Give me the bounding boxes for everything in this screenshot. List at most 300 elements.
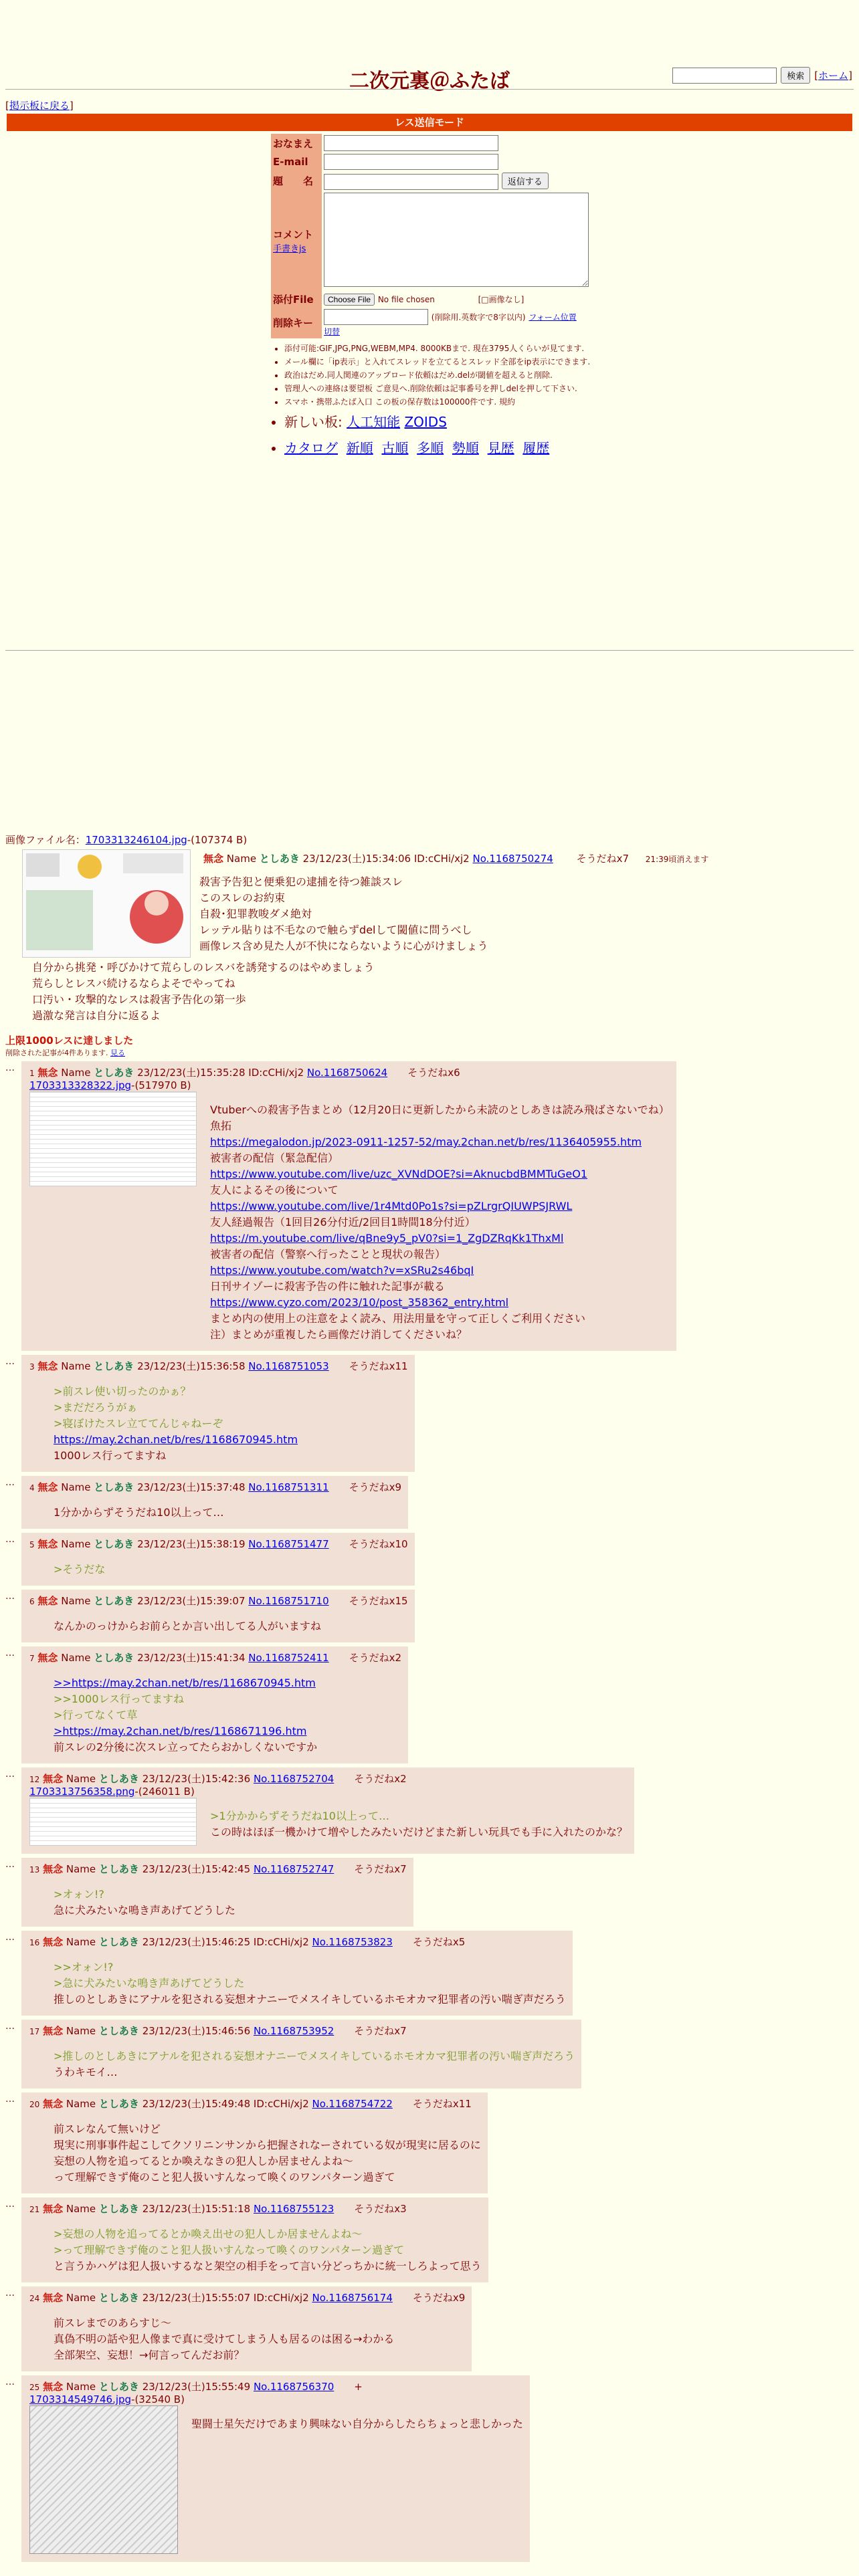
reply-file-line: [29, 2393, 523, 2405]
op-body-continued: [32, 960, 375, 1024]
reply-header: [29, 1772, 628, 1786]
reply-line: >推しのとしあきにアナルを犯される妄想オナニーでメスイキしているホモオカマ犯罪者の汚い喘ぎ声だろう: [54, 2050, 575, 2062]
reply-body: [54, 2121, 481, 2185]
reply-post-number[interactable]: No.1168752704: [253, 1773, 335, 1785]
reply: [5, 2092, 676, 2193]
home-link[interactable]: ホーム: [818, 70, 849, 82]
reply-body: [54, 1675, 401, 1755]
post-form: おなまえ E-mail 題 名 返信する コメント 手書きjs 添付File Choose File No file chosen [□画像なし] 削除キー (削除用.英数字で8字以内) フォーム位置 切替 • 添付可能:GIF,JPG,PNG,WEBM,MP4. 8000KBまで. 現在3795人くらいが見てます. • メール欄に「ip表示」と入れてスレッドを立てるとスレッド全部をip表示にできます. • 政治はだめ.同人関連のアップロード依頼はだめ.delが閾値を超えると削除. • 管理人への連絡は要望板 ご意見へ.削除依頼は記事番号を押しdelを押して下さい. • スマホ・携帯ふたば入口 この板の保存数は100000件です. 規約 • 新しい板: 人工知能 ZOIDS • カタログ 新順 古順 多順 勢順 見歴 履歴: [271, 134, 626, 463]
comment-textarea[interactable]: [324, 193, 589, 287]
reply-post-number[interactable]: No.1168751053: [248, 1360, 329, 1372]
reply-box: [21, 2286, 472, 2371]
reply-marker: …: [5, 1356, 15, 1367]
reply-line: 前スレまでのあらすじ～: [54, 2317, 172, 2329]
reply-link[interactable]: https://www.cyzo.com/2023/10/post_358362_entry.html: [210, 1296, 509, 1309]
reply-soudane-button[interactable]: そうだねx11: [412, 2098, 472, 2110]
reply-line: >オォン!?: [54, 1888, 104, 1901]
op-thumbnail[interactable]: [22, 849, 191, 958]
file-label: 添付File: [271, 291, 322, 308]
reply-name: としあき: [98, 2292, 139, 2304]
search-button[interactable]: 検索: [781, 67, 810, 84]
board-link-ai[interactable]: 人工知能: [347, 413, 401, 430]
reply-subject: 無念: [43, 1773, 64, 1785]
reply-quote-link[interactable]: >https://may.2chan.net/b/res/1168671196.htm: [54, 1725, 307, 1737]
op-thumbnail-image: [23, 850, 190, 957]
reply-file-line: [29, 1786, 628, 1798]
reply-line: Vtuberへの殺害予告まとめ（12月20日に更新したから未読のとしあきは読み飛ばさないでね）: [210, 1103, 670, 1116]
reply-name: としあき: [98, 1773, 139, 1785]
reply-datetime: 23/12/23(土)15:41:34: [137, 1652, 246, 1664]
op-header: [203, 851, 708, 865]
divider: [5, 89, 854, 90]
return-to-board-link[interactable]: 掲示板に戻る: [9, 100, 70, 112]
reply-line: >行ってなくて草: [54, 1709, 138, 1721]
reply-datetime: 23/12/23(土)15:35:28 ID:cCHi/xj2: [137, 1067, 304, 1079]
reply-datetime: 23/12/23(土)15:46:56: [142, 2025, 251, 2037]
reply-soudane-button[interactable]: そうだねx2: [354, 1773, 407, 1785]
reply-box: [21, 2092, 488, 2193]
rule-item: • スマホ・携帯ふたば入口 この板の保存数は100000件です. 規約: [284, 396, 626, 407]
reply-datetime: 23/12/23(土)15:51:18: [142, 2203, 251, 2215]
op-line: 自分から挑発・呼びかけて荒らしのレスバを誘発するのはやめましょう: [32, 961, 375, 974]
reply-subject: 無念: [43, 2381, 64, 2393]
reply-index: 16: [29, 1938, 40, 1947]
rule-item: • 政治はだめ.同人関連のアップロード依頼はだめ.delが閾値を超えると削除.: [284, 369, 626, 381]
name-prefix: Name: [61, 1538, 91, 1550]
reply-file-size: -(517970 B): [131, 1079, 191, 1091]
reply-index: 17: [29, 2027, 40, 2036]
reply-line: 被害者の配信（警察へ行ったことと現状の報告）: [210, 1248, 446, 1261]
reply-soudane-button[interactable]: そうだねx6: [407, 1067, 460, 1079]
reply-line: >1分かからずそうだね10以上って…: [210, 1810, 389, 1822]
reply-header: [29, 1480, 401, 1494]
reply-line: 妄想の人物を追ってるとか喚えなきの犯人しか居ませんよね～: [54, 2155, 354, 2167]
reply-body: [54, 2226, 482, 2274]
reply-index: 1: [29, 1069, 35, 1078]
op-line: レッテル貼りは不毛なので触らずdelして閾値に問うべし: [199, 924, 472, 936]
reply-soudane-button[interactable]: そうだねx11: [349, 1360, 408, 1372]
reply-datetime: 23/12/23(土)15:46:25 ID:cCHi/xj2: [142, 1936, 309, 1948]
limit-notice: 上限1000レスに達しました: [5, 1035, 134, 1047]
switch-link[interactable]: 切替: [324, 326, 341, 336]
reply-index: 20: [29, 2100, 40, 2109]
reply-name: としあき: [94, 1652, 134, 1664]
reply-box: [21, 1061, 676, 1351]
reply-subject: 無念: [43, 2292, 64, 2304]
reply-file-size: -(246011 B): [134, 1786, 195, 1798]
reply-name: としあき: [94, 1067, 134, 1079]
reply-box: [21, 1646, 408, 1763]
op-line: 過激な発言は自分に返るよ: [32, 1009, 161, 1022]
reply-post-number[interactable]: No.1168756370: [253, 2381, 335, 2393]
reply-link[interactable]: https://www.youtube.com/live/uzc_XVNdDOE?si=AknucbdBMMTuGeO1: [210, 1168, 588, 1180]
reply-line: >って理解できず俺のこと犯人扱いすんなって喚くのワンパターン過ぎて: [54, 2244, 404, 2256]
reply-line: 聖闘士星矢だけであまり興味ない自分からしたらちょっと悲しかった: [191, 2418, 524, 2430]
name-prefix: Name: [66, 2098, 96, 2110]
reply-post-number[interactable]: No.1168754722: [312, 2098, 393, 2110]
reply-line: >そうだな: [54, 1563, 106, 1576]
submit-button[interactable]: 返信する: [502, 173, 549, 189]
reply-subject: 無念: [37, 1360, 58, 1372]
name-prefix: Name: [66, 1936, 96, 1948]
divider: [5, 650, 854, 651]
reply-marker: …: [5, 2199, 15, 2210]
reply-body: [210, 1808, 628, 1846]
reply-link[interactable]: https://www.youtube.com/live/1r4Mtd0Po1s?si=pZLrgrQIUWPSJRWL: [210, 1200, 573, 1212]
reply-line: >急に犬みたいな鳴き声あげてどうした: [54, 1977, 245, 1990]
no-image-checkbox[interactable]: □画像なし: [481, 294, 521, 304]
name-prefix: Name: [61, 1067, 91, 1079]
reply-marker: …: [5, 1769, 15, 1780]
reply-line: って理解できず俺のこと犯人扱いすんなって喚くのワンパターン過ぎて: [54, 2171, 395, 2183]
op-name: としあき: [259, 853, 300, 865]
reply: [5, 1533, 676, 1586]
reply-line: >>1000レス行ってますね: [54, 1693, 185, 1705]
name-prefix: Name: [66, 2292, 96, 2304]
reply-file-link[interactable]: 1703313756358.png: [29, 1786, 135, 1798]
reply: [5, 1355, 676, 1472]
reply-soudane-button[interactable]: そうだねx9: [412, 2292, 466, 2304]
reply-subject: 無念: [43, 2098, 64, 2110]
reply-body: [54, 2048, 575, 2080]
reply-post-number[interactable]: No.1168753952: [253, 2025, 335, 2037]
reply-post-number[interactable]: No.1168753823: [312, 1936, 393, 1948]
reply-datetime: 23/12/23(土)15:37:48: [137, 1481, 246, 1493]
reply-marker: …: [5, 1591, 15, 1602]
reply-line: >妄想の人物を追ってるとか喚え出せの犯人しか居ませんよね～: [54, 2228, 363, 2240]
reply-name: としあき: [94, 1595, 134, 1607]
name-prefix: Name: [66, 1773, 96, 1785]
rules-list: [271, 342, 626, 407]
reply: [5, 1646, 676, 1763]
reply-post-number[interactable]: No.1168751311: [248, 1481, 329, 1493]
reply-box: [21, 2020, 581, 2088]
reply-subject: 無念: [43, 2203, 64, 2215]
name-prefix: Name: [226, 853, 257, 865]
reply-index: 24: [29, 2294, 40, 2303]
reply-marker: …: [5, 1477, 15, 1488]
reply-datetime: 23/12/23(土)15:39:07: [137, 1595, 246, 1607]
op-post-number[interactable]: No.1168750274: [472, 853, 553, 865]
reply-post-number[interactable]: No.1168752747: [253, 1863, 335, 1875]
reply-box: [21, 1476, 408, 1529]
reply-body: [191, 2416, 523, 2554]
reply-line: 全部架空、妄想！→何言ってんだお前？: [54, 2349, 245, 2361]
delete-key-label: 削除キー: [271, 308, 322, 338]
reply-line: 魚拓: [210, 1119, 232, 1132]
reply-post-number[interactable]: No.1168751710: [248, 1595, 329, 1607]
nav-history[interactable]: 履歴: [522, 439, 550, 456]
reply-body: [54, 1887, 407, 1919]
reply-line: まとめ内の使用上の注意をよく読み、用法用量を守って正しくご利用ください: [210, 1312, 585, 1325]
email-label: E-mail: [271, 152, 322, 171]
op-delete-note: 21:39頃消えます: [645, 855, 709, 864]
reply-line: 被害者の配信（緊急配信）: [210, 1152, 339, 1164]
reply-index: 25: [29, 2383, 40, 2392]
reply-marker: …: [5, 2094, 15, 2105]
reply-header: [29, 1594, 408, 1608]
reply-line: と言うかハゲは犯人扱いするなと架空の相手をって言い分どっちかに統一しろよって思う: [54, 2260, 482, 2272]
reply-name: としあき: [98, 1936, 139, 1948]
reply-body: [54, 1384, 408, 1464]
reply-box: [21, 2375, 530, 2562]
reply-line: 推しのとしあきにアナルを犯される妄想オナニーでメスイキしているホモオカマ犯罪者の汚い喘ぎ声だろう: [54, 1993, 566, 2006]
op-line: 殺害予告犯と便乗犯の逮捕を待つ雑談スレ: [199, 875, 403, 888]
nav-links: [284, 437, 626, 457]
reply-body: [54, 1618, 408, 1634]
name-label: おなまえ: [271, 134, 322, 152]
reply-index: 21: [29, 2205, 40, 2214]
show-deleted-link[interactable]: 見る: [110, 1049, 125, 1057]
reply: [5, 1061, 676, 1351]
nav-catalog[interactable]: カタログ: [284, 439, 338, 456]
nav-oldest[interactable]: 古順: [381, 439, 409, 456]
op-subject: 無念: [203, 853, 224, 865]
reply-line: うわキモイ…: [54, 2066, 118, 2078]
reply-name: としあき: [98, 2098, 139, 2110]
name-prefix: Name: [66, 2025, 96, 2037]
op-line: 自殺･犯罪教唆ダメ絶対: [199, 907, 312, 920]
name-prefix: Name: [66, 2203, 96, 2215]
reply-line: 急に犬みたいな鳴き声あげてどうした: [54, 1904, 236, 1917]
reply-header: [29, 2202, 482, 2216]
choose-file-button[interactable]: Choose File: [324, 294, 375, 306]
reply-box: [21, 1355, 415, 1472]
deleted-notice-text: 削除された記事が4件あります.: [5, 1049, 108, 1057]
op-file-line: [5, 833, 848, 847]
reply-header: [29, 1862, 407, 1876]
new-boards-label: 新しい板:: [284, 413, 343, 430]
rule-item: • 管理人への連絡は要望板 ご意見へ.削除依頼は記事番号を押しdelを押して下さい.: [284, 383, 626, 394]
name-prefix: Name: [61, 1595, 91, 1607]
reply-link[interactable]: https://m.youtube.com/live/qBne9y5_pV0?si=1_ZgDZRqKk1ThxMl: [210, 1232, 564, 1245]
op-line: 荒らしとレスバ続けるならよそでやってね: [32, 977, 235, 990]
reply: [5, 2286, 676, 2371]
reply-index: 6: [29, 1597, 35, 1606]
op-body: [199, 874, 488, 954]
op-file-link[interactable]: 1703313246104.jpg: [85, 834, 187, 846]
reply-name: としあき: [98, 1863, 139, 1875]
reply-box: [21, 1931, 573, 2016]
reply: [5, 2197, 676, 2282]
reply-subject: 無念: [43, 2025, 64, 2037]
reply-content: [29, 2405, 523, 2554]
reply-name: としあき: [94, 1538, 134, 1550]
reply-index: 7: [29, 1654, 35, 1663]
reply-file-size: -(32540 B): [131, 2393, 185, 2405]
reply-post-number[interactable]: No.1168755123: [253, 2203, 335, 2215]
comment-label-cell: [271, 191, 322, 291]
reply-line: 友人によるその後について: [210, 1184, 339, 1196]
name-prefix: Name: [61, 1360, 91, 1372]
reply-datetime: 23/12/23(土)15:42:45: [142, 1863, 251, 1875]
op-soudane-button[interactable]: そうだねx7: [576, 853, 630, 865]
delete-key-field[interactable]: [324, 309, 428, 325]
reply-datetime: 23/12/23(土)15:49:48 ID:cCHi/xj2: [142, 2098, 309, 2110]
reply-soudane-button[interactable]: +: [354, 2381, 363, 2393]
reply-header: [29, 1650, 401, 1665]
reply-line: この時はほぼ一機かけて増やしたみたいだけどまた新しい玩具でも手に入れたのかな？: [210, 1826, 628, 1838]
reply-post-number[interactable]: No.1168750624: [306, 1067, 388, 1079]
reply-name: としあき: [98, 2203, 139, 2215]
reply-datetime: 23/12/23(土)15:55:49: [142, 2381, 251, 2393]
reply: [5, 2020, 676, 2088]
reply-post-number[interactable]: No.1168752411: [248, 1652, 329, 1664]
reply: [5, 1931, 676, 2016]
reply-box: [21, 2197, 488, 2282]
reply-link[interactable]: https://may.2chan.net/b/res/1168670945.htm: [54, 1433, 298, 1446]
no-file-text: No file chosen: [377, 294, 435, 304]
reply-line: 現実に刑事事件起こしてクソリニンサンから把握されなーされている奴が現実に居るのに: [54, 2139, 481, 2151]
nav-momentum[interactable]: 勢順: [452, 439, 479, 456]
reply-link[interactable]: https://megalodon.jp/2023-0911-1257-52/may.2chan.net/b/res/1136405955.htm: [210, 1136, 642, 1148]
reply-header: [29, 2379, 523, 2393]
reply-body: [54, 1505, 401, 1521]
file-label: 画像ファイル名：: [5, 834, 86, 846]
reply-post-number[interactable]: No.1168751477: [248, 1538, 329, 1550]
reply-line: >>オォン!?: [54, 1961, 114, 1973]
reply-header: [29, 1935, 566, 1949]
reply-marker: …: [5, 2288, 15, 2298]
rule-item: • メール欄に「ip表示」と入れてスレッドを立てるとスレッド全部をip表示にできます.: [284, 356, 626, 367]
nav-newest[interactable]: 新順: [346, 439, 373, 456]
nav-viewed-history[interactable]: 見歴: [487, 439, 514, 456]
reply-subject: 無念: [37, 1538, 58, 1550]
comment-label: コメント: [273, 229, 314, 241]
op-line: 画像レス含め見た人が不快にならないように心がけましょう: [199, 940, 488, 952]
reply-soudane-button[interactable]: そうだねx9: [349, 1481, 402, 1493]
reply-header: [29, 1065, 670, 1079]
delete-key-note: (削除用.英数字で8字以内): [431, 312, 526, 322]
reply: [5, 1590, 676, 1642]
reply-line: 注）まとめが重複したら画像だけ消してくださいね？: [210, 1328, 468, 1341]
deleted-notice: [5, 1047, 125, 1058]
reply-link[interactable]: https://www.youtube.com/watch?v=xSRu2s46bqI: [210, 1264, 474, 1277]
op-line: 口汚い・攻撃的なレスは殺害予告化の第一歩: [32, 993, 246, 1006]
reply-box: [21, 1533, 415, 1586]
reply-content: [29, 1798, 628, 1846]
reply-soudane-button[interactable]: そうだねx15: [349, 1595, 408, 1607]
reply-datetime: 23/12/23(土)15:42:36: [142, 1773, 251, 1785]
reply-header: [29, 2290, 465, 2304]
reply: [5, 2375, 676, 2562]
rule-item: • 添付可能:GIF,JPG,PNG,WEBM,MP4. 8000KBまで. 現在3795人くらいが見てます.: [284, 342, 626, 354]
reply-subject: 無念: [43, 1863, 64, 1875]
reply-box: [21, 1590, 415, 1642]
reply-line: 日刊サイゾーに殺害予告の件に触れた記事が載る: [210, 1280, 445, 1293]
reply-header: [29, 1537, 408, 1551]
reply-line: >寝ぼけたスレ立ててんじゃねーぞ: [54, 1417, 223, 1430]
reply-header: [29, 2097, 481, 2111]
reply-list: [5, 1061, 676, 2566]
reply-datetime: 23/12/23(土)15:36:58: [137, 1360, 246, 1372]
reply-line: 友人経過報告（1回目26分付近/2回目1時間18分付近）: [210, 1216, 476, 1228]
reply-marker: …: [5, 1534, 15, 1545]
reply-line: 1分かからずそうだね10以上って…: [54, 1506, 224, 1519]
reply-thumbnail[interactable]: [29, 2405, 178, 2554]
name-field[interactable]: [324, 135, 498, 151]
reply-box: [21, 1858, 413, 1927]
reply-index: 13: [29, 1865, 40, 1874]
reply: [5, 1476, 676, 1529]
reply-line: >まだだろうがぁ: [54, 1401, 138, 1414]
reply-marker: …: [5, 1932, 15, 1943]
reply-soudane-button[interactable]: そうだねx7: [354, 2025, 407, 2037]
reply-name: としあき: [94, 1360, 134, 1372]
reply-soudane-button[interactable]: そうだねx2: [349, 1652, 402, 1664]
handwrite-link[interactable]: 手書きjs: [273, 244, 306, 254]
reply-body: [54, 1959, 566, 2008]
reply-subject: 無念: [37, 1481, 58, 1493]
reply-soudane-button[interactable]: そうだねx10: [349, 1538, 408, 1550]
reply-marker: …: [5, 1859, 15, 1870]
reply-file-line: [29, 1079, 670, 1091]
reply-body: [54, 2315, 465, 2363]
reply-subject: 無念: [37, 1067, 58, 1079]
op-file-size: -(107374 B): [187, 834, 248, 846]
reply-index: 4: [29, 1483, 35, 1493]
reply-post-number[interactable]: No.1168756174: [312, 2292, 393, 2304]
reply-line: >前スレ使い切ったのかぁ？: [54, 1385, 191, 1398]
reply-index: 5: [29, 1540, 35, 1549]
page-title: 二次元裏＠ふたば: [349, 70, 510, 93]
reply-thumbnail[interactable]: [29, 1798, 197, 1846]
name-prefix: Name: [61, 1652, 91, 1664]
reply-marker: …: [5, 1648, 15, 1658]
reply-line: 前スレなんて無いけど: [54, 2123, 161, 2135]
thread: [5, 833, 848, 2430]
name-prefix: Name: [61, 1481, 91, 1493]
reply-file-link[interactable]: 1703314549746.jpg: [29, 2393, 132, 2405]
reply-quote-link[interactable]: >>https://may.2chan.net/b/res/1168670945.htm: [54, 1677, 316, 1689]
reply-body: [54, 1562, 408, 1578]
reply-marker: …: [5, 2021, 15, 2032]
email-field[interactable]: [324, 154, 498, 170]
form-position-link[interactable]: フォーム位置: [529, 312, 577, 322]
reply-line: 真偽不明の話や犯人像まで真に受けてしまう人も居るのは困る→わかる: [54, 2333, 395, 2345]
reply-subject: 無念: [43, 1936, 64, 1948]
nav-most[interactable]: 多順: [417, 439, 444, 456]
home-bracket: [ホーム]: [814, 70, 852, 82]
reply-soudane-button[interactable]: そうだねx5: [412, 1936, 466, 1948]
op-line: このスレのお約束: [199, 891, 286, 904]
reply-box: [21, 1767, 634, 1854]
reply-index: 3: [29, 1362, 35, 1372]
op-datetime: 23/12/23(土)15:34:06 ID:cCHi/xj2: [302, 853, 470, 865]
reply-line: 1000レス行ってますね: [54, 1449, 167, 1462]
reply-thumbnail[interactable]: [29, 1091, 197, 1186]
subject-field[interactable]: [324, 174, 498, 190]
reply-name: としあき: [94, 1481, 134, 1493]
reply-line: 前スレの2分後に次スレ立ってたらおかしくないですか: [54, 1741, 318, 1753]
reply-line: なんかのっけからお前らとか言い出してる人がいますね: [54, 1620, 321, 1632]
reply-content: [29, 1091, 670, 1343]
reply-body: [210, 1102, 670, 1343]
reply-subject: 無念: [37, 1595, 58, 1607]
reply-soudane-button[interactable]: そうだねx3: [354, 2203, 407, 2215]
reply: [5, 1858, 676, 1927]
reply-header: [29, 1359, 408, 1373]
reply-header: [29, 2024, 575, 2038]
reply-file-link[interactable]: 1703313328322.jpg: [29, 1079, 132, 1091]
reply: [5, 1767, 676, 1854]
reply-datetime: 23/12/23(土)15:38:19: [137, 1538, 246, 1550]
return-wrap: [掲示板に戻る]: [5, 100, 74, 112]
mode-title: レス送信モード: [7, 114, 852, 131]
reply-soudane-button[interactable]: そうだねx7: [354, 1863, 407, 1875]
reply-name: としあき: [98, 2025, 139, 2037]
board-link-zoids[interactable]: ZOIDS: [404, 413, 447, 430]
